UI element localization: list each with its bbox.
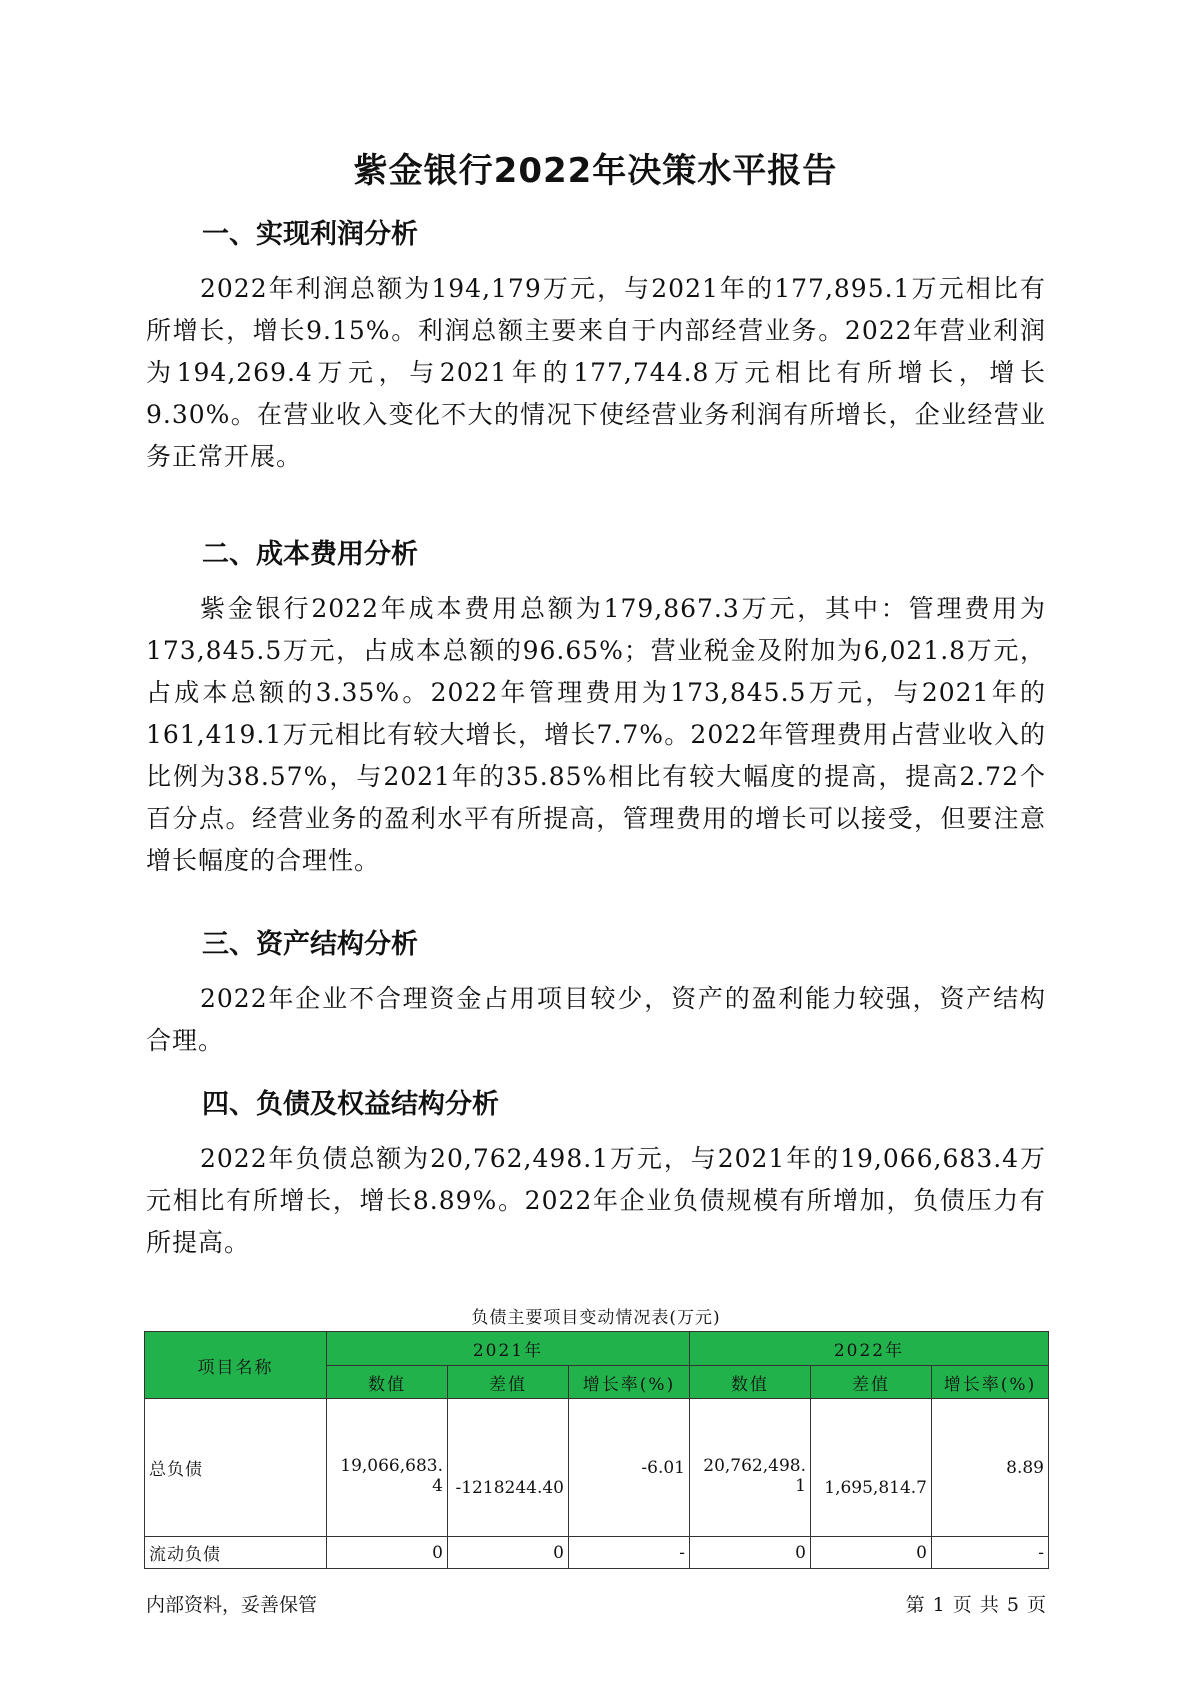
table-row <box>145 1537 1049 1569</box>
header-year-2021: 2021年 <box>327 1332 690 1366</box>
section-heading-assets: 三、资产结构分析 <box>202 929 418 960</box>
section-heading-cost: 二、成本费用分析 <box>202 539 418 570</box>
row-2021-value: 0 <box>327 1537 448 1569</box>
header-2022-value: 数值 <box>690 1366 811 1399</box>
header-2021-value: 数值 <box>327 1366 448 1399</box>
row-2021-value: 19,066,683.4 <box>327 1399 448 1537</box>
row-2021-rate: - <box>569 1537 690 1569</box>
row-2022-value: 0 <box>690 1537 811 1569</box>
section-paragraph-profit: 2022年利润总额为194,179万元，与2021年的177,895.1万元相比有所增长，增长9.15%。利润总额主要来自于内部经营业务。2022年营业利润为194,269.4万元，与2021年的177,744.8万元相比有所增长，增长9.30%。在营业收入变化不大的情况下使经营业务利润有所增长，企业经营业务正常开展。 <box>146 274 1046 471</box>
header-2021-rate: 增长率(%) <box>569 1366 690 1399</box>
section-heading-liabilities: 四、负债及权益结构分析 <box>202 1089 499 1120</box>
row-name: 总负债 <box>145 1399 327 1537</box>
footer-page-number: 第 1 页 共 5 页 <box>905 1594 1047 1616</box>
table-row <box>145 1399 1049 1537</box>
header-2022-rate: 增长率(%) <box>932 1366 1049 1399</box>
row-2022-diff: 1,695,814.7 <box>811 1399 932 1537</box>
liabilities-table <box>144 1331 1049 1569</box>
document-title: 紫金银行2022年决策水平报告 <box>353 151 838 191</box>
header-item-name: 项目名称 <box>145 1332 327 1399</box>
section-paragraph-cost: 紫金银行2022年成本费用总额为179,867.3万元，其中：管理费用为173,845.5万元，占成本总额的96.65%；营业税金及附加为6,021.8万元，占成本总额的3.35%。2022年管理费用为173,845.5万元，与2021年的161,419.1万元相比有较大增长，增长7.7%。2022年管理费用占营业收入的比例为38.57%，与2021年的35.85%相比有较大幅度的提高，提高2.72个百分点。经营业务的盈利水平有所提高，管理费用的增长可以接受，但要注意增长幅度的合理性。 <box>146 594 1046 875</box>
section-paragraph-liabilities: 2022年负债总额为20,762,498.1万元，与2021年的19,066,683.4万元相比有所增长，增长8.89%。2022年企业负债规模有所增加，负债压力有所提高。 <box>146 1144 1046 1257</box>
table-caption: 负债主要项目变动情况表(万元) <box>471 1308 721 1328</box>
row-2021-rate: -6.01 <box>569 1399 690 1537</box>
row-2022-diff: 0 <box>811 1537 932 1569</box>
row-2022-value: 20,762,498.1 <box>690 1399 811 1537</box>
table-header-row-years <box>145 1332 1049 1366</box>
header-2021-diff: 差值 <box>448 1366 569 1399</box>
row-2021-diff: -1218244.40 <box>448 1399 569 1537</box>
row-2022-rate: 8.89 <box>932 1399 1049 1537</box>
section-heading-profit: 一、实现利润分析 <box>202 219 418 250</box>
footer-confidential-note: 内部资料，妥善保管 <box>146 1594 318 1616</box>
row-2021-diff: 0 <box>448 1537 569 1569</box>
header-year-2022: 2022年 <box>690 1332 1049 1366</box>
row-name: 流动负债 <box>145 1537 327 1569</box>
row-2022-rate: - <box>932 1537 1049 1569</box>
header-2022-diff: 差值 <box>811 1366 932 1399</box>
section-paragraph-assets: 2022年企业不合理资金占用项目较少，资产的盈利能力较强，资产结构合理。 <box>146 984 1046 1055</box>
